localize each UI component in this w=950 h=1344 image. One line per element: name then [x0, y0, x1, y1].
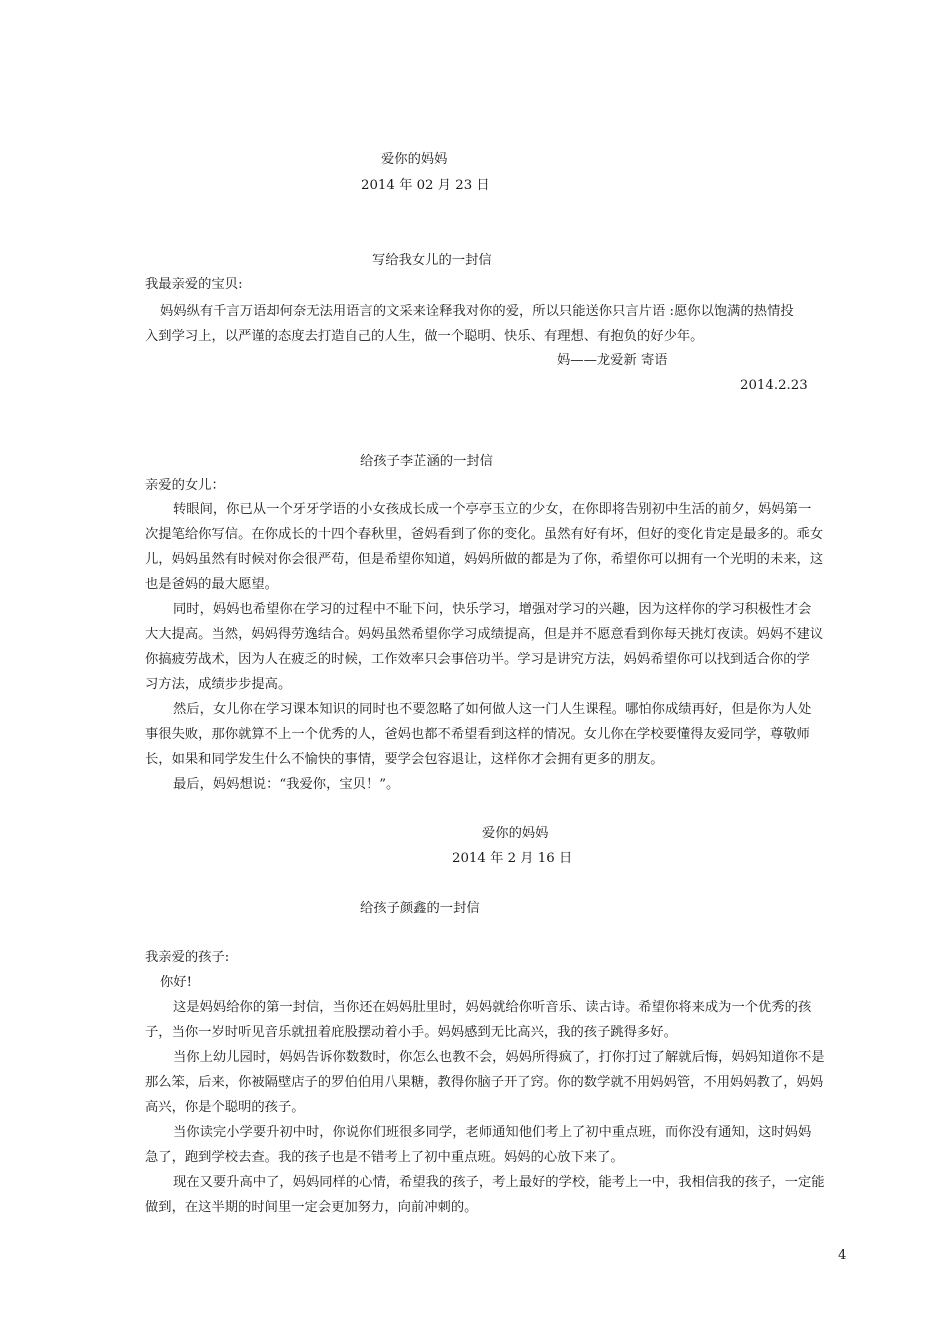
date: 2014 年 2 月 16 日 [452, 851, 573, 866]
date: 2014 年 02 月 23 日 [361, 178, 490, 193]
letter-title: 给孩子颜鑫的一封信 [360, 901, 480, 916]
letter-title: 写给我女儿的一封信 [372, 253, 492, 268]
hello-line: 你好! [160, 975, 192, 990]
greeting: 我最亲爱的宝贝: [145, 277, 243, 292]
body-line: 那么笨，后来，你被隔壁店子的罗伯伯用八果糖，教得你脑子开了窍。你的数学就不用妈妈管，不用妈妈教了，妈妈 [145, 1075, 824, 1090]
greeting: 亲爱的女儿： [145, 478, 225, 493]
body-line: 入到学习上，以严谨的态度去打造自己的人生，做一个聪明、快乐、有理想、有抱负的好少年。 [145, 329, 704, 344]
signature: 妈——龙爱新 寄语 [557, 353, 668, 368]
body-line: 这是妈妈给你的第一封信，当你还在妈妈肚里时，妈妈就给你听音乐、读古诗。希望你将来成为一个优秀的孩 [173, 1000, 812, 1015]
body-line: 转眼间，你已从一个牙牙学语的小女孩成长成一个亭亭玉立的少女，在你即将告别初中生活的前夕，妈妈第一 [173, 502, 812, 517]
letter-title: 给孩子李芷涵的一封信 [360, 454, 493, 469]
body-line: 长，如果和同学发生什么不愉快的事情，要学会包容退让，这样你才会拥有更多的朋友。 [145, 752, 664, 767]
body-line: 同时，妈妈也希望你在学习的过程中不耻下问，快乐学习，增强对学习的兴趣，因为这样你的学习积极性才会 [173, 602, 812, 617]
page-number: 4 [838, 1248, 847, 1263]
body-line: 儿，妈妈虽然有时候对你会很严苟，但是希望你知道，妈妈所做的都是为了你，希望你可以拥有一个光明的未来，这 [145, 552, 824, 567]
body-line: 次提笔给你写信。在你成长的十四个春秋里，爸妈看到了你的变化。虽然有好有坏，但好的变化肯定是最多的。乖女 [145, 527, 824, 542]
body-line: 最后，妈妈想说：“我爱你，宝贝！”。 [173, 777, 400, 792]
body-line: 事很失败，那你就算不上一个优秀的人，爸妈也都不希望看到这样的情况。女儿你在学校要懂得友爱同学，尊敬师 [145, 727, 810, 742]
body-line: 高兴，你是个聪明的孩子。 [145, 1100, 305, 1115]
body-line: 妈妈纵有千言万语却何奈无法用语言的文采来诠释我对你的爱，所以只能送你只言片语 :愿你以饱满的热情投 [160, 304, 794, 319]
body-line: 然后，女儿你在学习课本知识的同时也不要忽略了如何做人这一门人生课程。哪怕你成绩再好，但是你为人处 [173, 702, 812, 717]
body-line: 当你读完小学要升初中时，你说你们班很多同学，老师通知他们考上了初中重点班，而你没有通知，这时妈妈 [173, 1125, 812, 1140]
body-line: 你搞疲劳战术，因为人在疲乏的时候，工作效率只会事倍功半。学习是讲究方法，妈妈希望你可以找到适合你的学 [145, 652, 810, 667]
greeting: 我亲爱的孩子: [145, 950, 230, 965]
body-line: 习方法，成绩步步提高。 [145, 677, 292, 692]
date: 2014.2.23 [740, 378, 808, 393]
body-line: 现在又要升高中了，妈妈同样的心情，希望我的孩子，考上最好的学校，能考上一中，我相信我的孩子，一定能 [173, 1175, 825, 1190]
body-line: 做到，在这半期的时间里一定会更加努力，向前冲刺的。 [145, 1200, 478, 1215]
body-line: 也是爸妈的最大愿望。 [145, 577, 278, 592]
body-line: 子，当你一岁时听见音乐就扭着庇股摆动着小手。妈妈感到无比高兴，我的孩子跳得多好。 [145, 1025, 677, 1040]
body-line: 大大提高。当然，妈妈得劳逸结合。妈妈虽然希望你学习成绩提高，但是并不愿意看到你每天挑灯夜读。妈妈不建议 [145, 627, 824, 642]
body-line: 当你上幼儿园时，妈妈告诉你数数时，你怎么也教不会，妈妈所得疯了，打你打过了解就后悔，妈妈知道你不是 [173, 1050, 825, 1065]
signature: 爱你的妈妈 [381, 152, 448, 167]
body-line: 急了，跑到学校去查。我的孩子也是不错考上了初中重点班。妈妈的心放下来了。 [145, 1150, 624, 1165]
signature: 爱你的妈妈 [482, 826, 549, 841]
